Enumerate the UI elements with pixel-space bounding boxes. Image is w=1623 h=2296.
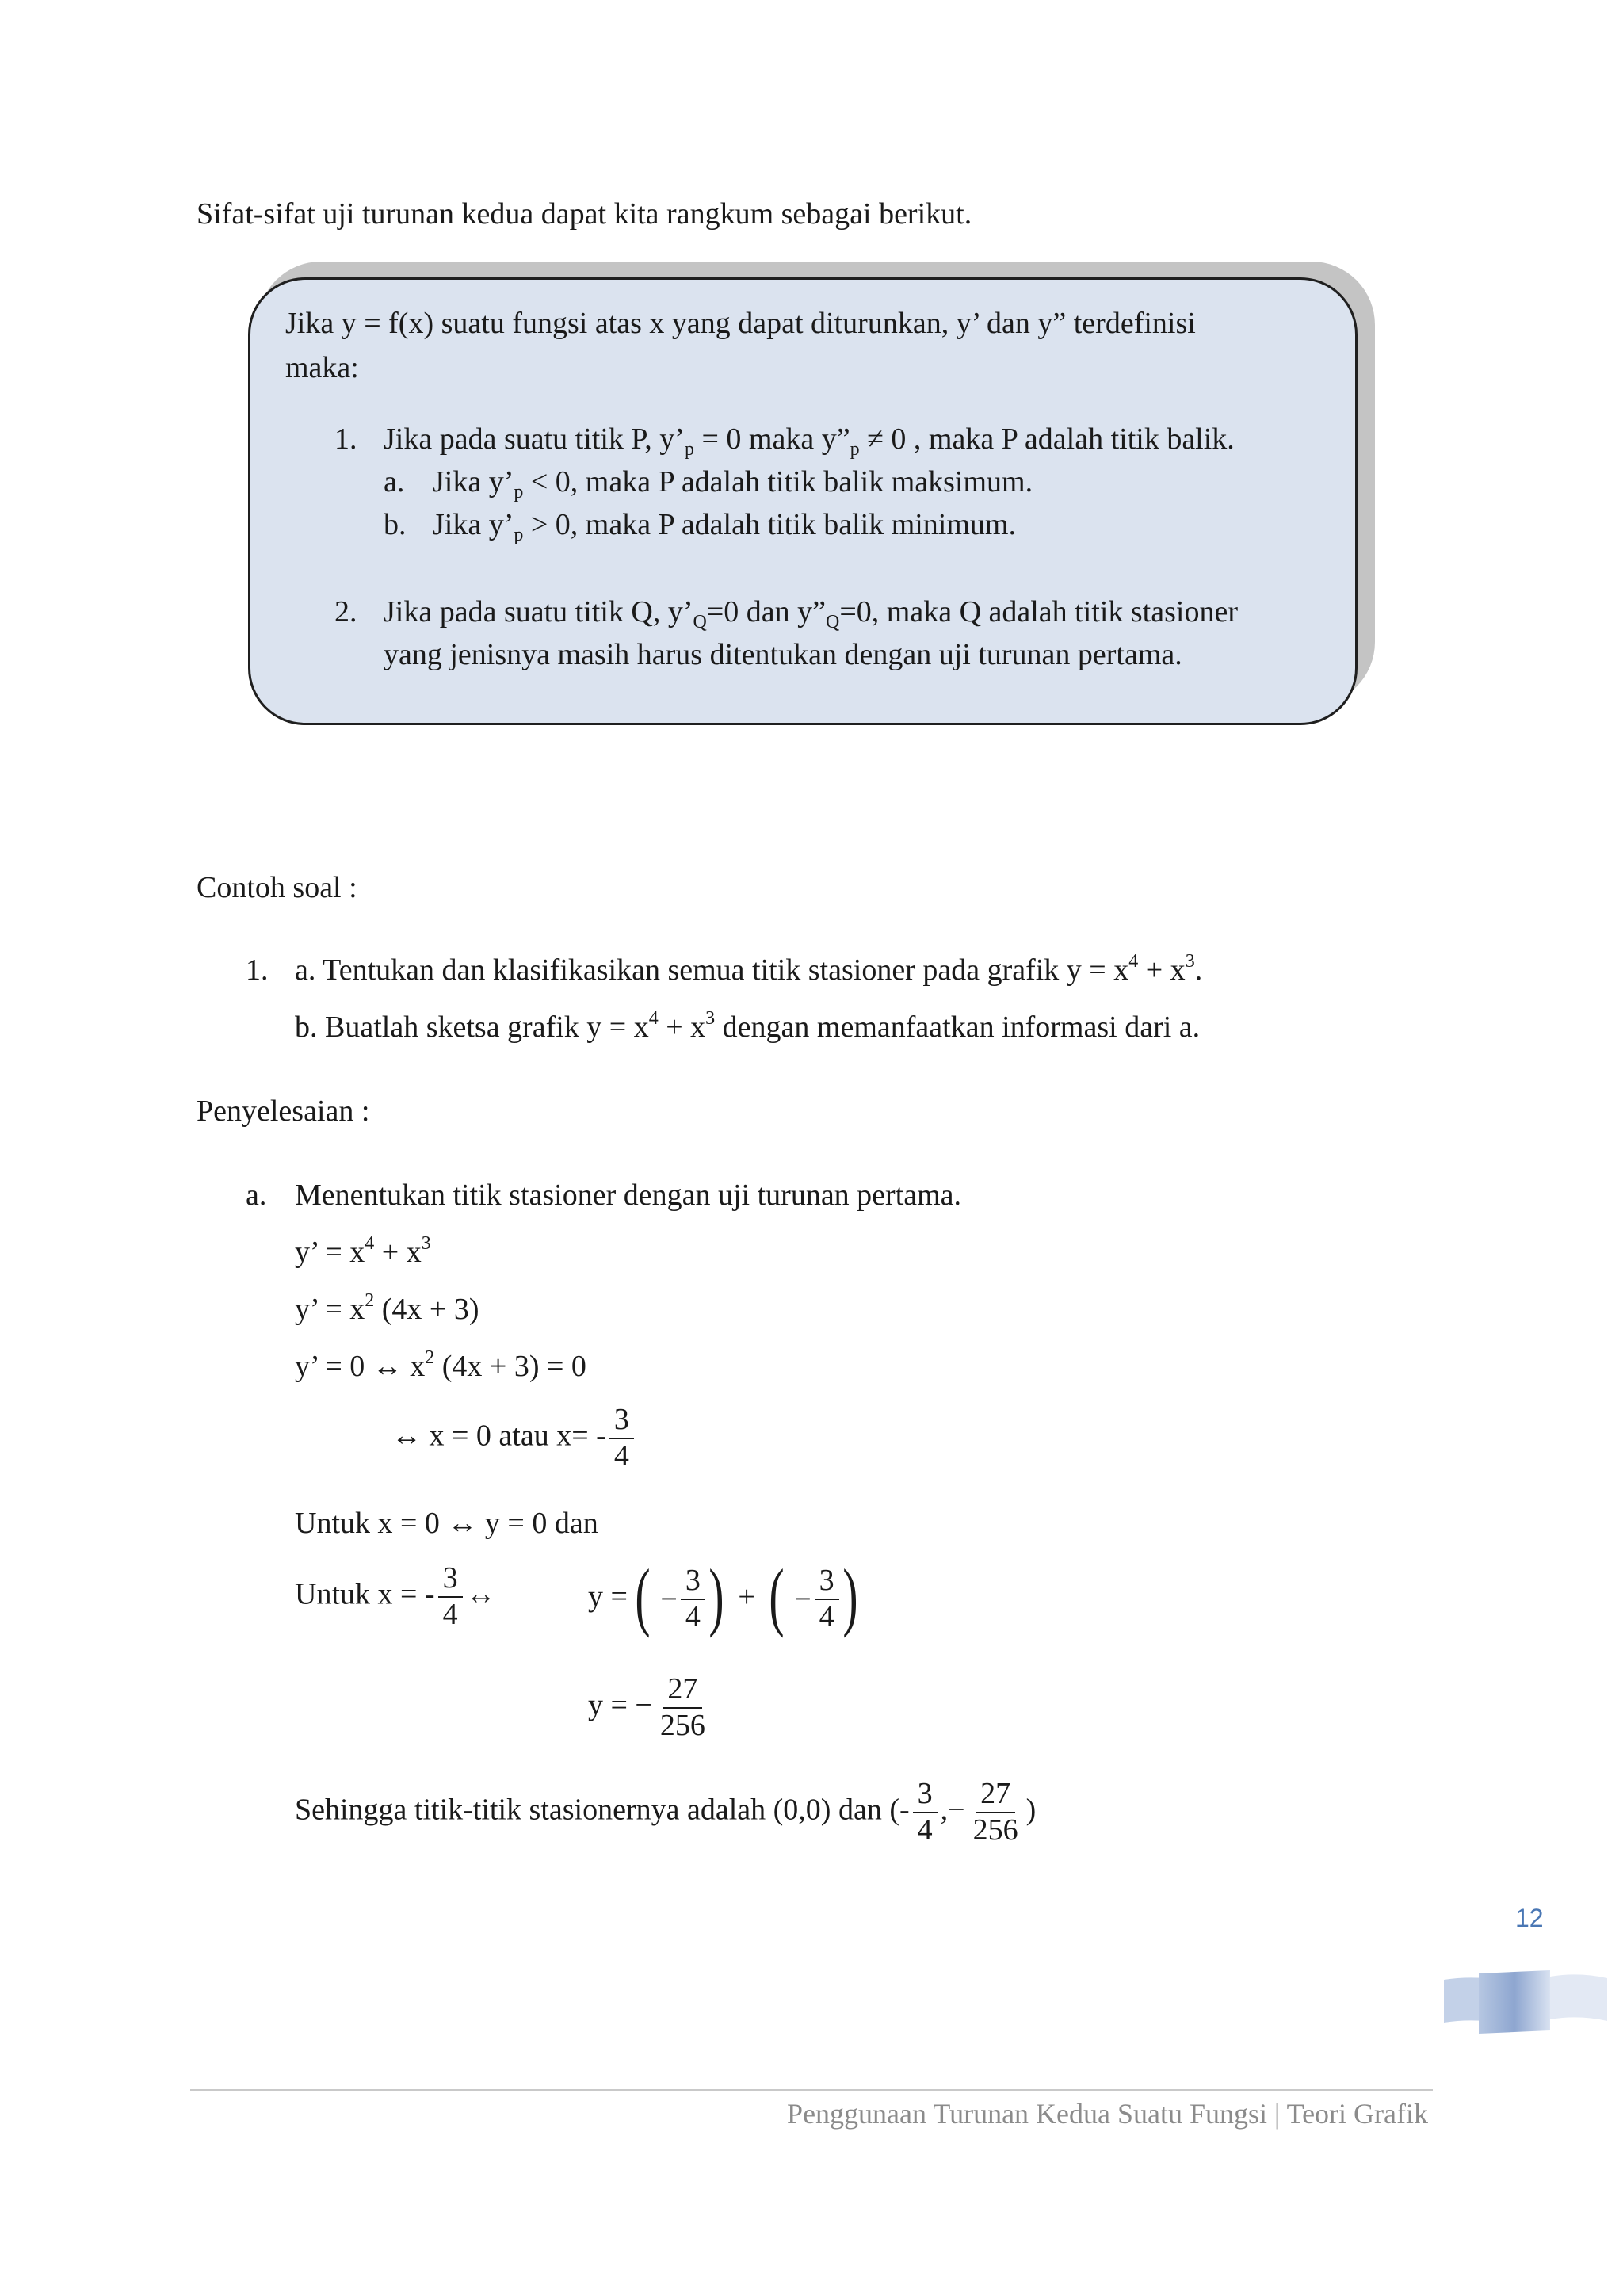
problem-number: 1.: [246, 953, 269, 987]
decorative-ribbon-icon: [1444, 1969, 1607, 2035]
intro-text: Sifat-sifat uji turunan kedua dapat kita rangkum sebagai berikut.: [197, 197, 972, 231]
conclusion-line: Sehingga titik-titik stasionernya adalah (0,0) dan (- $\frac{3}{4}$ ,− $\frac{27}{256}$ ): [295, 1777, 1037, 1847]
example-heading: Contoh soal :: [197, 871, 357, 904]
box-item-1: Jika pada suatu titik P, $y’_p = 0$ maka $y”_p \ne 0$ , maka P adalah titik balik.: [384, 422, 1235, 460]
box-sub-b-label: b.: [384, 508, 407, 541]
box-sub-a-label: a.: [384, 465, 405, 499]
parenthesized-term-1: ( − $\frac{3}{4}$ ): [635, 1553, 724, 1638]
result-y: y = − $\frac{27}{256}$: [588, 1674, 713, 1742]
fraction-27-over-256: $\frac{27}{256}$: [972, 1777, 1018, 1847]
case-x-zero: Untuk x = 0 ↔ y = 0 dan: [295, 1507, 598, 1540]
problem-part-b: b. Buatlah sketsa grafik $y = x^4 + x^3$ dengan memanfaatkan informasi dari a.: [295, 1008, 1201, 1044]
fraction-three-quarters: $\frac{3}{4}$: [609, 1404, 634, 1473]
roots-line: ↔ x = 0 atau x= - $\frac{3}{4}$: [391, 1404, 637, 1473]
fraction-three-quarters: $\frac{3}{4}$: [438, 1563, 463, 1631]
derivative-line-3: y’ = 0 ↔ $x^2$ (4x + 3) = 0: [295, 1347, 586, 1383]
box-item-2-number: 2.: [334, 595, 357, 628]
solution-heading: Penyelesaian :: [197, 1095, 370, 1128]
box-item-1-number: 1.: [334, 422, 357, 456]
solution-a-title: Menentukan titik stasioner dengan uji turunan pertama.: [295, 1179, 962, 1212]
box-line-2: maka:: [285, 351, 359, 384]
box-item-2-line-2: yang jenisnya masih harus ditentukan dengan uji turunan pertama.: [384, 638, 1182, 671]
substitution-expression: y = ( − $\frac{3}{4}$ ) + ( − $\frac{3}{4}$ ): [588, 1553, 858, 1638]
box-sub-a: Jika $y’_p < 0$, maka P adalah titik balik maksimum.: [433, 465, 1033, 502]
case-x-minus-three-quarters: Untuk x = - $\frac{3}{4}$ ↔: [295, 1561, 496, 1631]
fraction-27-over-256: $\frac{27}{256}$: [659, 1672, 705, 1742]
fraction-three-quarters: $\frac{3}{4}$: [913, 1778, 938, 1847]
page-number: 12: [1515, 1904, 1544, 1932]
box-sub-b: Jika $y’_p > 0$, maka P adalah titik balik minimum.: [433, 508, 1016, 545]
solution-a-label: a.: [246, 1179, 267, 1212]
problem-part-a: a. Tentukan dan klasifikasikan semua titik stasioner pada grafik $y = x^4 + x^3$.: [295, 951, 1203, 987]
box-item-2: Jika pada suatu titik Q, $y’_Q=0$ dan $y”_Q=0$, maka Q adalah titik stasioner: [384, 595, 1238, 632]
derivative-line-1: y’ = $x^4 + x^3$: [295, 1233, 431, 1269]
footer-text: Penggunaan Turunan Kedua Suatu Fungsi | Teori Grafik: [787, 2098, 1428, 2130]
parenthesized-term-2: ( − $\frac{3}{4}$ ): [769, 1553, 858, 1638]
derivative-line-2: y’ = $x^2$ (4x + 3): [295, 1290, 479, 1326]
footer-divider: [190, 2089, 1433, 2091]
box-line-1: Jika y = f(x) suatu fungsi atas x yang dapat diturunkan, y’ dan y” terdefinisi: [285, 307, 1196, 340]
